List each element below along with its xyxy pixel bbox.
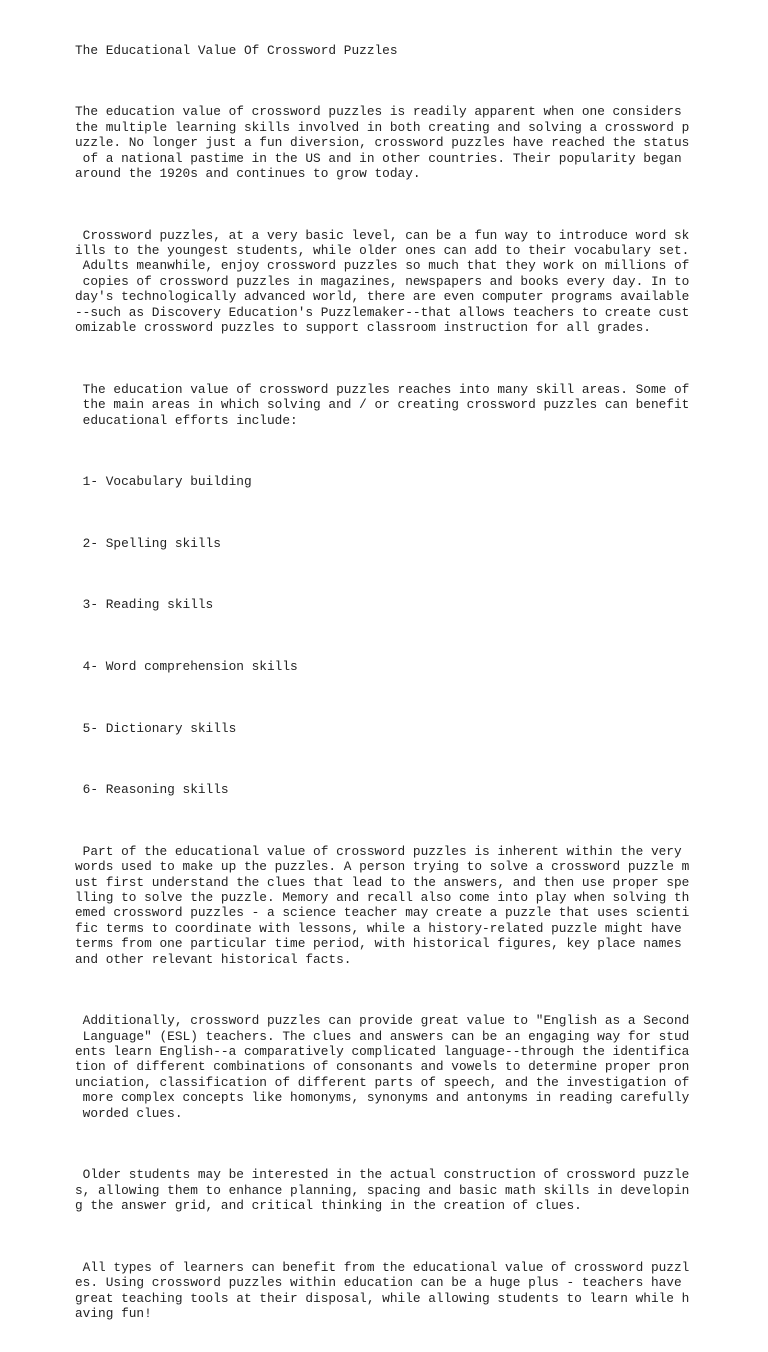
paragraph-inherent-value: Part of the educational value of crossword puzzles is inherent within the very words used to make up the puzzles. A person trying to solve a crossword puzzle m ust first understand the clues that lead to the answers, and then use proper spe lling to solve the puzzle. Memory and recall also come into play when solving th emed crossword puzzles - a science teacher may create a puzzle that uses scienti fic terms to coordinate with lessons, while a history-related puzzle might have terms from one particular time period, with historical figures, key place names and other relevant historical facts. [75,843,690,967]
list-item-reading: 3- Reading skills [75,597,214,613]
paragraph-skill-areas: The education value of crossword puzzles reaches into many skill areas. Some of the main areas in which solving and / or creating crossword puzzles can benefit educational efforts include: [82,381,690,428]
list-item-vocabulary: 1- Vocabulary building [75,474,252,490]
list-item-word-comprehension: 4- Word comprehension skills [75,658,298,674]
document-page [75,12,690,1352]
list-item-reasoning: 6- Reasoning skills [75,782,229,798]
paragraph-intro: The education value of crossword puzzles is readily apparent when one considers the multiple learning skills involved in both creating and solving a crossword p uzzle. No longer just a fun diversion, crossword puzzles have reached the status of a national pastime in the US and in other countries. Their popularity began around the 1920s and continues to grow today. [75,104,690,182]
paragraph-esl: Additionally, crossword puzzles can provide great value to "English as a Second Language" (ESL) teachers. The clues and answers can be an engaging way for stud ents learn English--a comparatively complicated language--through the identifica tion of different combinations of consonants and vowels to determine proper pron unciation, classification of different parts of speech, and the investigation of more complex concepts like homonyms, synonyms and antonyms in reading carefully worded clues. [75,1013,690,1121]
paragraph-basic-level: Crossword puzzles, at a very basic level, can be a fun way to introduce word sk ills to the youngest students, while older ones can add to their vocabulary set. Adults meanwhile, enjoy crossword puzzles so much that they work on millions of copies of crossword puzzles in magazines, newspapers and books every day. In to day's technologically advanced world, there are even computer programs available --such as Discovery Education's Puzzlemaker--that allows teachers to create cust omizable crossword puzzles to support classroom instruction for all grades. [75,227,690,336]
document-title: The Educational Value Of Crossword Puzzles [75,42,398,58]
paragraph-older-students: Older students may be interested in the actual construction of crossword puzzle s, allowing them to enhance planning, spacing and basic math skills in developin g the answer grid, and critical thinking in the creation of clues. [75,1167,690,1214]
paragraph-conclusion: All types of learners can benefit from the educational value of crossword puzzl es. Using crossword puzzles within education can be a huge plus - teachers have great teaching tools at their disposal, while allowing students to learn while h aving fun! [75,1259,690,1321]
list-item-spelling: 2- Spelling skills [75,535,221,551]
list-item-dictionary: 5- Dictionary skills [75,720,237,736]
